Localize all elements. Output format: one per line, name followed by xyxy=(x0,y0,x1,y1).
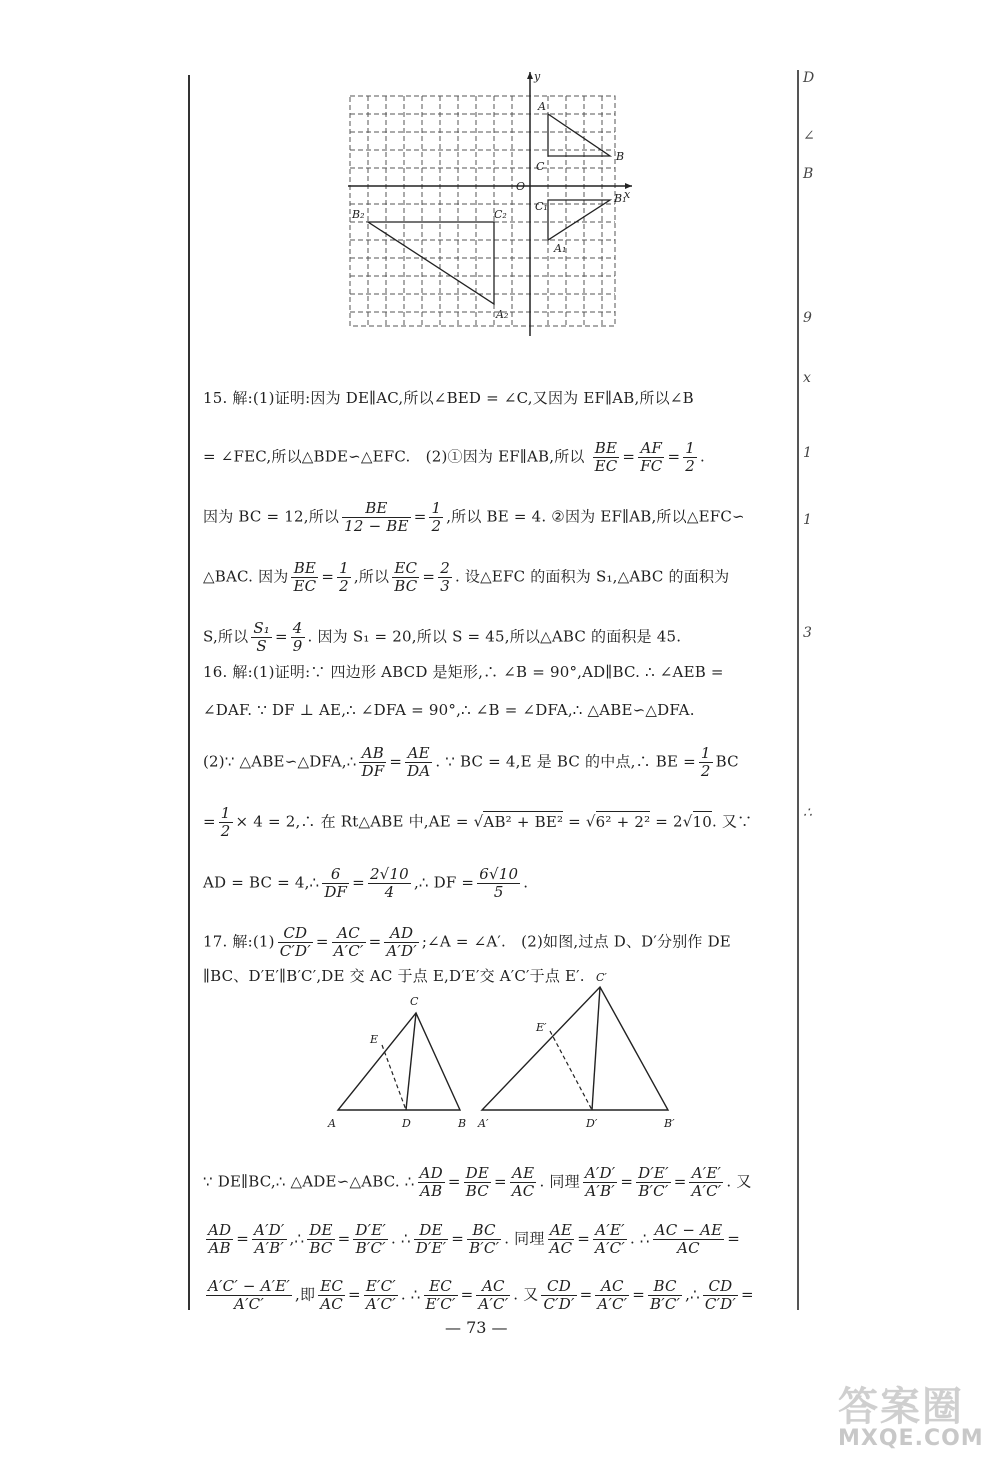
fraction xyxy=(424,1278,458,1313)
numerator: EC xyxy=(320,1277,344,1295)
denominator: D′E′ xyxy=(415,1239,447,1257)
fraction xyxy=(332,925,366,960)
equals: = xyxy=(460,1285,474,1304)
text-run: . 同理 xyxy=(539,1172,580,1191)
fraction xyxy=(392,560,419,595)
fraction xyxy=(683,440,697,475)
text-run: ,所以 BE = 4. ②因为 EF∥AB,所以△EFC∽ xyxy=(446,507,745,526)
fraction xyxy=(477,866,520,901)
numerator: BE xyxy=(342,500,411,518)
sqrt-radicand: AB² + BE² xyxy=(483,812,564,831)
margin-fragment: 9 xyxy=(803,310,812,326)
numerator: 4 xyxy=(292,619,303,637)
point-b1-label: B₁ xyxy=(614,192,627,205)
denominator: 5 xyxy=(493,883,504,901)
grid-lines xyxy=(350,96,615,326)
equals: = xyxy=(315,932,329,951)
numerator: BC xyxy=(467,1222,501,1240)
margin-fragment: B xyxy=(803,166,814,182)
watermark-title: 答案圈 xyxy=(838,1384,964,1430)
fraction xyxy=(593,1222,627,1257)
equals: = xyxy=(741,1285,754,1304)
fraction xyxy=(429,500,443,535)
segment-de xyxy=(382,1045,406,1110)
text-run: (2)∵ △ABE∽△DFA,∴ xyxy=(203,752,357,771)
fraction xyxy=(353,1222,388,1257)
fraction xyxy=(405,745,432,780)
fraction xyxy=(337,560,351,595)
fraction xyxy=(595,1278,629,1313)
equals: = xyxy=(622,447,636,466)
denominator: DA xyxy=(407,762,431,780)
numerator: E′C′ xyxy=(365,1277,396,1295)
point-c-label: C xyxy=(536,160,545,173)
denominator: 2 xyxy=(431,517,442,535)
fraction xyxy=(593,440,620,475)
numerator: D′E′ xyxy=(638,1164,669,1182)
fraction xyxy=(278,925,313,960)
denominator: A′C′ xyxy=(478,1295,509,1313)
y-label: y xyxy=(534,70,541,83)
similar-triangles-figure xyxy=(320,965,690,1135)
text-run: S,所以 xyxy=(203,627,249,646)
text-run: . ∵ BC = 4,E 是 BC 的中点,∴ BE = xyxy=(435,752,696,771)
text-run: ;∠A = ∠A′. (2)如图,过点 D、D′分别作 DE xyxy=(421,932,731,951)
numerator: AD xyxy=(208,1221,232,1239)
fraction xyxy=(541,1278,576,1313)
page-number: — 73 — xyxy=(445,1318,508,1337)
label-a: A xyxy=(328,1117,336,1130)
segment-cpdp xyxy=(592,987,600,1110)
fraction xyxy=(364,1278,398,1313)
fraction xyxy=(219,805,233,840)
sqrt-radicand: 6² + 2² xyxy=(595,812,651,831)
q16-line-3 xyxy=(203,744,739,780)
label-a-prime: A′ xyxy=(478,1117,489,1130)
text-run: ∵ DE∥BC,∴ △ADE∽△ABC. ∴ xyxy=(203,1172,415,1191)
point-b-label: B xyxy=(616,150,625,163)
numerator: BE xyxy=(291,560,318,578)
q16-line-5 xyxy=(203,865,529,901)
text-run: . ∴ xyxy=(400,1285,421,1304)
q17-line-5 xyxy=(203,1277,754,1313)
numerator: A′E′ xyxy=(593,1222,627,1240)
text-run: . xyxy=(523,873,529,892)
fraction xyxy=(689,1165,723,1200)
numerator: A′E′ xyxy=(689,1165,723,1183)
label-b: B xyxy=(458,1117,467,1130)
fraction xyxy=(318,1278,345,1313)
numerator: BE xyxy=(593,440,620,458)
point-b2-label: B₂ xyxy=(352,208,365,221)
denominator: AB xyxy=(208,1239,231,1257)
sqrt-radicand: 10 xyxy=(692,812,713,831)
text-run: . 设△EFC 的面积为 S₁,△ABC 的面积为 xyxy=(454,567,730,586)
fraction xyxy=(638,440,664,475)
numerator: AC xyxy=(332,925,366,943)
equals: = xyxy=(321,567,335,586)
fraction xyxy=(252,1222,286,1257)
numerator: D′E′ xyxy=(355,1221,387,1239)
denominator: 2 xyxy=(700,762,711,780)
equals: = xyxy=(579,1285,593,1304)
numerator: AB xyxy=(359,745,386,763)
label-d-prime: D′ xyxy=(586,1117,598,1130)
point-a1-label: A₁ xyxy=(554,242,567,255)
denominator: BC xyxy=(309,1239,333,1257)
denominator: AC xyxy=(511,1182,535,1200)
equals: = xyxy=(236,1229,250,1248)
fraction xyxy=(384,925,418,960)
point-c2-label: C₂ xyxy=(494,208,507,221)
denominator: FC xyxy=(640,457,663,475)
equals: = xyxy=(620,1172,634,1191)
label-d: D xyxy=(402,1117,411,1130)
numerator: BC xyxy=(648,1278,682,1296)
numerator: AE xyxy=(548,1222,575,1240)
label-b-prime: B′ xyxy=(664,1117,675,1130)
denominator: DF xyxy=(361,762,385,780)
origin-label: O xyxy=(516,180,526,193)
fraction xyxy=(464,1165,491,1200)
margin-fragment: ∴ xyxy=(803,805,812,821)
equals: = xyxy=(352,873,365,892)
text-run: ,即 xyxy=(295,1285,316,1304)
fraction xyxy=(322,866,349,901)
text-run: 17. 解:(1) xyxy=(203,932,275,951)
fraction xyxy=(703,1278,738,1313)
fraction xyxy=(342,500,411,535)
fraction xyxy=(636,1165,671,1200)
numerator: A′D′ xyxy=(254,1221,285,1239)
point-c1-label: C₁ xyxy=(535,200,548,213)
text-run: 15. 解:(1)证明:因为 DE∥AC,所以∠BED = ∠C,又因为 EF∥AB,所以∠B xyxy=(203,389,694,407)
denominator: B′C′ xyxy=(650,1295,681,1313)
fraction xyxy=(467,1222,501,1257)
triangle-a1b1c1 xyxy=(548,200,610,240)
text-run: 16. 解:(1)证明:∵ 四边形 ABCD 是矩形,∴ ∠B = 90°,AD∥BC. ∴ ∠AEB = xyxy=(203,663,724,681)
equals: = xyxy=(413,507,427,526)
fraction xyxy=(510,1165,537,1200)
numerator: CD xyxy=(278,925,313,943)
triangle-abc xyxy=(338,1013,460,1110)
denominator: AC xyxy=(320,1295,343,1313)
label-e-prime: E′ xyxy=(536,1021,547,1034)
denominator: A′C′ xyxy=(333,942,364,960)
segment-cd xyxy=(406,1013,416,1110)
denominator: EC xyxy=(594,457,618,475)
denominator: A′C′ xyxy=(365,1295,396,1313)
denominator: S xyxy=(256,637,267,655)
q15-line-3 xyxy=(203,499,745,535)
denominator: DF xyxy=(324,883,348,901)
denominator: E′C′ xyxy=(425,1295,456,1313)
triangle-apbpcp xyxy=(482,987,668,1110)
q15-line-5 xyxy=(203,619,682,655)
text-run: ,∴ xyxy=(289,1229,305,1248)
numerator: AF xyxy=(638,440,664,458)
denominator: A′C′ xyxy=(595,1239,625,1257)
denominator: A′C′ xyxy=(691,1182,722,1200)
margin-fragment: 1 xyxy=(803,445,812,461)
equals: = xyxy=(667,447,681,466)
margin-fragment: D xyxy=(803,70,815,86)
coordinate-grid-figure xyxy=(340,68,640,340)
watermark-site: MXQE.COM xyxy=(838,1426,984,1451)
numerator: AD xyxy=(384,925,418,943)
fraction xyxy=(206,1278,292,1313)
text-run: = xyxy=(203,812,216,831)
text-run: ∠DAF. ∵ DF ⊥ AE,∴ ∠DFA = 90°,∴ ∠B = ∠DFA,∴ △ABE∽△DFA. xyxy=(203,701,695,719)
equals: = xyxy=(632,1285,646,1304)
numerator: DE xyxy=(414,1222,449,1240)
denominator: C′D′ xyxy=(543,1295,575,1313)
denominator: 9 xyxy=(292,637,303,655)
denominator: BC xyxy=(465,1182,489,1200)
text-run: AD = BC = 4,∴ xyxy=(203,873,320,892)
equals: = xyxy=(275,627,288,646)
denominator: A′B′ xyxy=(585,1182,615,1200)
denominator: EC xyxy=(293,577,317,595)
text-run: . ∴ xyxy=(629,1229,650,1248)
fraction xyxy=(648,1278,682,1313)
q17-line-1 xyxy=(203,924,731,960)
text-run: ,∴ DF = xyxy=(413,873,475,892)
fraction xyxy=(414,1222,449,1257)
equals: = xyxy=(447,1172,461,1191)
text-run: . 因为 S₁ = 20,所以 S = 45,所以△ABC 的面积是 45. xyxy=(307,627,682,646)
text-run: ∥BC、D′E′∥B′C′,DE 交 AC 于点 E,D′E′交 A′C′于点 E′. xyxy=(203,967,585,985)
triangle-a2b2c2 xyxy=(368,222,494,304)
numerator: 1 xyxy=(685,439,696,457)
equals: = xyxy=(577,1229,591,1248)
numerator: EC xyxy=(392,560,419,578)
numerator: AC xyxy=(476,1278,510,1296)
numerator: A′C′ − A′E′ xyxy=(208,1277,291,1295)
fraction xyxy=(583,1165,617,1200)
fraction xyxy=(291,620,305,655)
denominator: C′D′ xyxy=(704,1295,737,1313)
denominator: A′C′ xyxy=(234,1295,264,1313)
text-run: . ∴ xyxy=(391,1229,411,1248)
numerator: AD xyxy=(419,1164,443,1182)
left-margin-rule xyxy=(188,75,190,1310)
text-run: . 又∵ xyxy=(712,812,753,831)
margin-fragment: 1 xyxy=(803,512,812,528)
point-a2-label: A₂ xyxy=(496,308,509,321)
label-c: C xyxy=(410,995,419,1008)
denominator: AB xyxy=(420,1182,443,1200)
q17-line-3 xyxy=(203,1164,752,1200)
equals: = xyxy=(337,1229,351,1248)
denominator: B′C′ xyxy=(469,1239,500,1257)
denominator: AC xyxy=(549,1239,573,1257)
denominator: 2 xyxy=(220,822,231,840)
numerator: 1 xyxy=(431,499,442,517)
fraction xyxy=(653,1222,725,1257)
q16-line-4: = $\frac{1}{2}$ × 4 = 2,∴ 在 Rt△ABE 中,AE = √AB² + BE² = √6² + 2² = 2√10. 又∵ xyxy=(203,804,753,840)
equals: = xyxy=(348,1285,361,1304)
period: . xyxy=(700,447,705,466)
text-run: = 2 xyxy=(655,812,683,831)
point-a-label: A xyxy=(538,100,546,113)
fraction xyxy=(438,560,452,595)
numerator: DE xyxy=(309,1221,333,1239)
x-label: x xyxy=(624,188,631,201)
numerator: CD xyxy=(541,1278,576,1296)
watermark-logo xyxy=(838,1375,998,1451)
text-run: . 又 xyxy=(513,1285,539,1304)
denominator: A′B′ xyxy=(254,1239,285,1257)
denominator: B′C′ xyxy=(355,1239,386,1257)
margin-fragment: x xyxy=(803,370,811,386)
segment-dpep xyxy=(550,1031,592,1110)
numerator: 1 xyxy=(339,559,349,577)
denominator: BC xyxy=(394,577,418,595)
q16-line-1 xyxy=(203,658,724,686)
denominator: 2 xyxy=(685,457,696,475)
fraction xyxy=(548,1222,575,1257)
denominator: 4 xyxy=(384,883,395,901)
text-run: = xyxy=(568,812,581,831)
fraction xyxy=(699,745,713,780)
denominator: 2 xyxy=(339,577,349,595)
fraction xyxy=(359,745,386,780)
numerator: AC xyxy=(595,1278,629,1296)
numerator: EC xyxy=(424,1278,458,1296)
denominator: C′D′ xyxy=(279,942,311,960)
q16-line-2 xyxy=(203,696,695,724)
equals: = xyxy=(727,1229,741,1248)
numerator: 2 xyxy=(440,559,450,577)
equals: = xyxy=(451,1229,465,1248)
fraction xyxy=(418,1165,445,1200)
text-run: . 同理 xyxy=(504,1229,545,1248)
fraction xyxy=(291,560,318,595)
text-run: BC xyxy=(715,752,739,771)
fraction xyxy=(476,1278,510,1313)
label-c-prime: C′ xyxy=(596,971,607,984)
numerator: A′D′ xyxy=(584,1164,616,1182)
equals: = xyxy=(673,1172,687,1191)
denominator: 12 − BE xyxy=(344,517,409,535)
denominator: A′C′ xyxy=(597,1295,628,1313)
grid-border xyxy=(350,96,615,326)
numerator: S₁ xyxy=(253,619,271,637)
q17-line-4 xyxy=(203,1221,741,1257)
numerator: DE xyxy=(465,1164,489,1182)
numerator: 1 xyxy=(700,744,711,762)
margin-fragment: 3 xyxy=(803,625,812,641)
equals: = xyxy=(368,932,382,951)
equals: = xyxy=(389,752,403,771)
numerator: 1 xyxy=(220,804,231,822)
text-run: = ∠FEC,所以△BDE∽△EFC. (2)①因为 EF∥AB,所以 xyxy=(203,447,585,466)
numerator: AE xyxy=(405,745,432,763)
denominator: 3 xyxy=(440,577,450,595)
equals: = xyxy=(493,1172,507,1191)
fraction xyxy=(206,1222,233,1257)
fraction xyxy=(251,620,272,655)
denominator: AC xyxy=(677,1239,700,1257)
equals: = xyxy=(422,567,436,586)
fraction xyxy=(307,1222,334,1257)
q15-line-2 xyxy=(203,439,705,475)
text-run: . 又 xyxy=(726,1172,752,1191)
numerator: AC − AE xyxy=(654,1221,723,1239)
text-run: × 4 = 2,∴ 在 Rt△ABE 中,AE = xyxy=(235,812,469,831)
text-run: ,所以 xyxy=(353,567,390,586)
q15-line-4 xyxy=(203,559,730,595)
text-run: 因为 BC = 12,所以 xyxy=(203,507,340,526)
y-axis-arrow xyxy=(527,72,533,79)
text-run: △BAC. 因为 xyxy=(203,567,289,586)
numerator: AE xyxy=(510,1165,537,1183)
denominator: A′D′ xyxy=(386,942,417,960)
numerator: 6√10 xyxy=(479,865,519,883)
numerator: CD xyxy=(703,1278,738,1296)
q15-line-1 xyxy=(203,384,694,412)
numerator: 6 xyxy=(322,866,349,884)
numerator: 2√10 xyxy=(369,865,409,883)
fraction xyxy=(368,866,411,901)
denominator: B′C′ xyxy=(638,1182,669,1200)
label-e: E xyxy=(370,1033,379,1046)
margin-fragment: ∠ xyxy=(803,128,815,144)
right-margin-rule xyxy=(797,70,799,1310)
text-run: ,∴ xyxy=(685,1285,700,1304)
